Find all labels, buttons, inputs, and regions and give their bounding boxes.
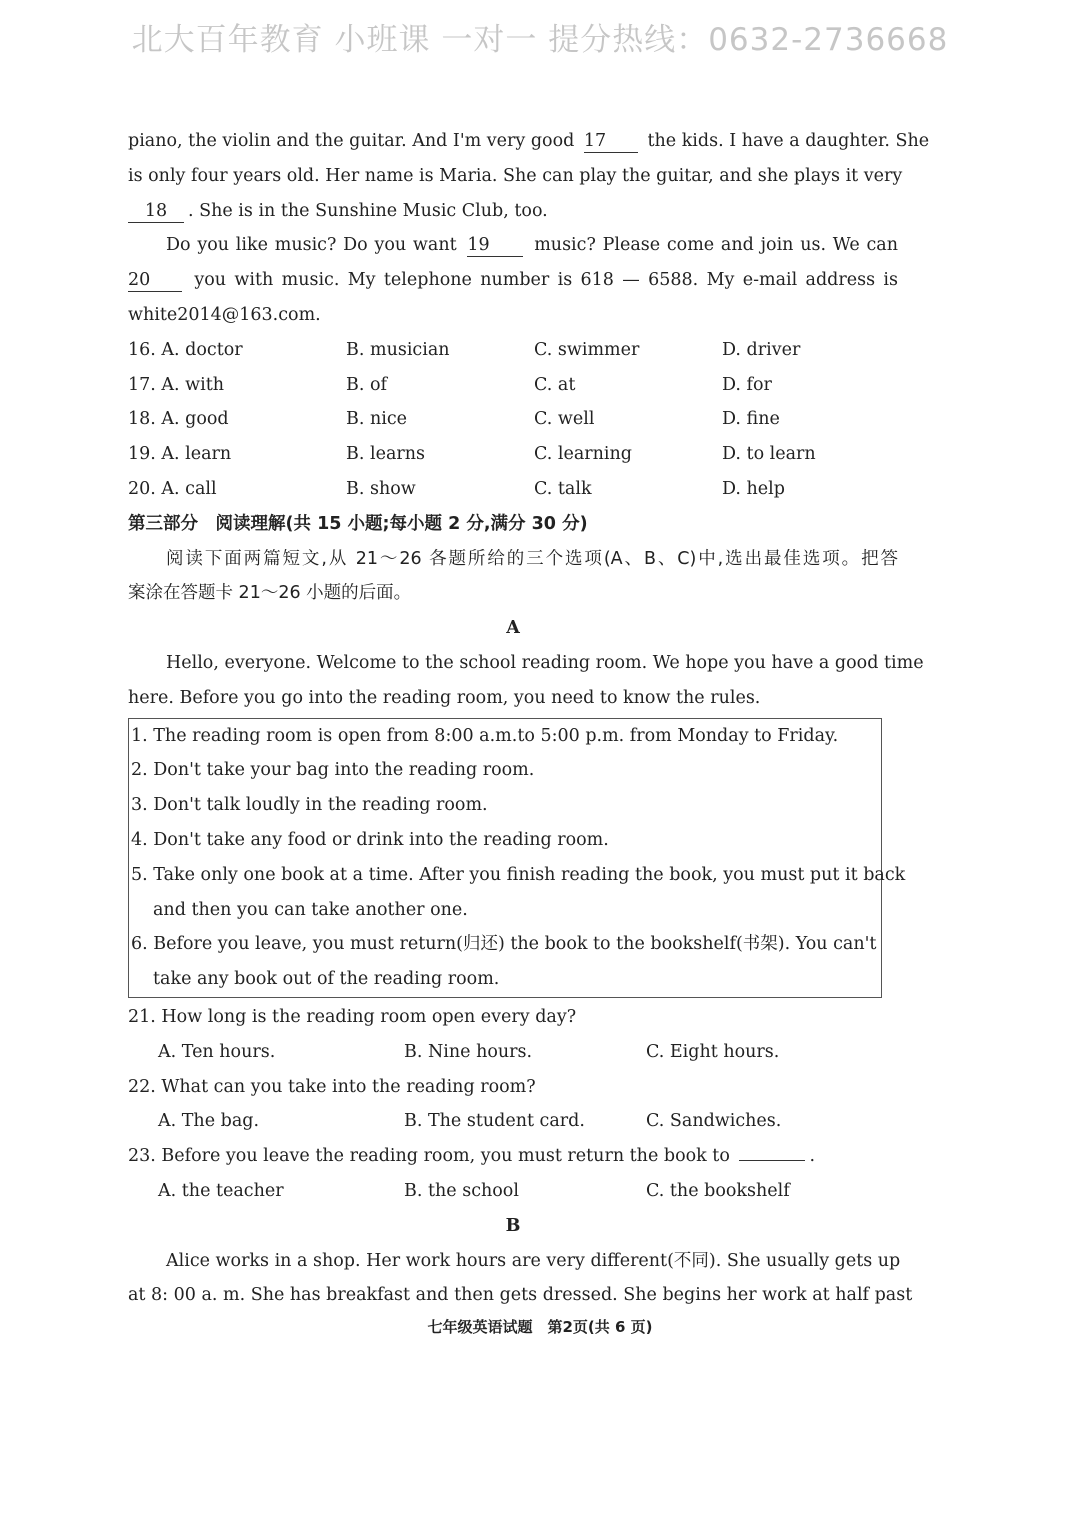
choice-row (128, 472, 898, 507)
option-a: A. the teacher (158, 1180, 284, 1201)
choice-row (128, 402, 898, 437)
question-stem: 21. How long is the reading room open every day? (128, 1006, 577, 1027)
option-c: C. swimmer (534, 339, 640, 360)
blank-20: 20 (128, 269, 182, 292)
question-stem (128, 1139, 898, 1174)
option-c: C. at (534, 374, 576, 395)
choice-row (128, 437, 898, 472)
text: piano, the violin and the guitar. And I'm very good (128, 131, 575, 151)
passage-line: at 8: 00 a. m. She has breakfast and then gets dressed. She begins her work at half past (128, 1285, 913, 1306)
choice-row (128, 333, 898, 368)
option-b: B. the school (404, 1180, 519, 1201)
passage-line (128, 194, 898, 229)
rule-item: 2. Don't take your bag into the reading room. (131, 760, 535, 781)
text: the kids. I have a daughter. She (647, 131, 930, 151)
option-a: A. Ten hours. (158, 1041, 276, 1062)
instruction-line: 阅读下面两篇短文,从 21～26 各题所给的三个选项(A、B、C)中,选出最佳选项。把答 (166, 548, 898, 569)
choice-row (128, 368, 898, 403)
rule-item: 6. Before you leave, you must return(归还) the book to the bookshelf(书架). You can't (131, 934, 877, 955)
period: . (809, 1146, 816, 1167)
text: . She is in the Sunshine Music Club, too. (188, 200, 548, 221)
option-c: C. learning (534, 444, 632, 465)
page-footer: 七年级英语试题 第2页(共 6 页) (427, 1318, 653, 1336)
option-c: C. talk (534, 478, 592, 499)
option-d: D. for (722, 374, 772, 395)
rule-item-continued: and then you can take another one. (153, 899, 468, 920)
question-stem: 22. What can you take into the reading room? (128, 1076, 536, 1097)
question-options (128, 1035, 898, 1070)
rule-item-continued: take any book out of the reading room. (153, 969, 500, 990)
option-b: B. nice (346, 409, 408, 430)
option-a: 16. A. doctor (128, 339, 243, 360)
exam-page (128, 124, 930, 1313)
option-d: D. help (722, 478, 785, 499)
blank-18: 18 (128, 200, 184, 223)
rule-item: 1. The reading room is open from 8:00 a.m.to 5:00 p.m. from Monday to Friday. (131, 725, 839, 746)
option-b: B. Nine hours. (404, 1041, 533, 1062)
passage-line: white2014@163.com. (128, 304, 321, 325)
option-b: B. show (346, 478, 416, 499)
rule-item: 3. Don't talk loudly in the reading room. (131, 795, 488, 816)
passage-line: is only four years old. Her name is Maria. She can play the guitar, and she plays it very (128, 165, 903, 186)
blank-19: 19 (467, 234, 523, 257)
option-d: D. driver (722, 339, 801, 360)
option-b: B. of (346, 374, 387, 395)
passage-line: Hello, everyone. Welcome to the school reading room. We hope you have a good time (166, 652, 924, 673)
rule-item: 4. Don't take any food or drink into the reading room. (131, 829, 609, 850)
text: 23. Before you leave the reading room, you must return the book to (128, 1146, 730, 1167)
answer-blank (739, 1160, 805, 1161)
option-b: B. The student card. (404, 1111, 585, 1132)
option-c: C. well (534, 409, 595, 430)
option-a: 17. A. with (128, 374, 225, 395)
option-c: C. the bookshelf (646, 1180, 790, 1201)
passage-line (128, 124, 930, 159)
option-a: A. The bag. (158, 1111, 260, 1132)
watermark: 北大百年教育 小班课 一对一 提分热线：0632-2736668 (131, 22, 949, 58)
section-heading: 第三部分 阅读理解(共 15 小题;每小题 2 分,满分 30 分) (128, 513, 588, 534)
passage-b-label: B (505, 1215, 521, 1236)
option-a: 19. A. learn (128, 444, 232, 465)
option-b: B. musician (346, 339, 450, 360)
rule-item: 5. Take only one book at a time. After you finish reading the book, you must put it back (131, 864, 906, 885)
passage-line (128, 263, 898, 298)
text: music? Please come and join us. We can (534, 235, 898, 256)
option-c: C. Sandwiches. (646, 1111, 782, 1132)
instruction-line: 案涂在答题卡 21～26 小题的后面。 (128, 583, 412, 604)
text: you with music. My telephone number is 618 — 6588. My e-mail address is (194, 270, 898, 291)
blank-17: 17 (584, 130, 638, 153)
passage-line (128, 228, 898, 263)
question-options (128, 1104, 898, 1139)
text: Do you like music? Do you want (166, 235, 457, 256)
option-a: 20. A. call (128, 478, 217, 499)
passage-line: here. Before you go into the reading room, you need to know the rules. (128, 687, 761, 708)
passage-line: Alice works in a shop. Her work hours are very different(不同). She usually gets up (166, 1250, 901, 1271)
option-a: 18. A. good (128, 409, 229, 430)
question-options (128, 1174, 898, 1209)
option-d: D. fine (722, 409, 780, 430)
option-b: B. learns (346, 444, 425, 465)
option-d: D. to learn (722, 444, 816, 465)
passage-a-label: A (506, 618, 520, 639)
option-c: C. Eight hours. (646, 1041, 780, 1062)
rules-box (128, 718, 906, 998)
